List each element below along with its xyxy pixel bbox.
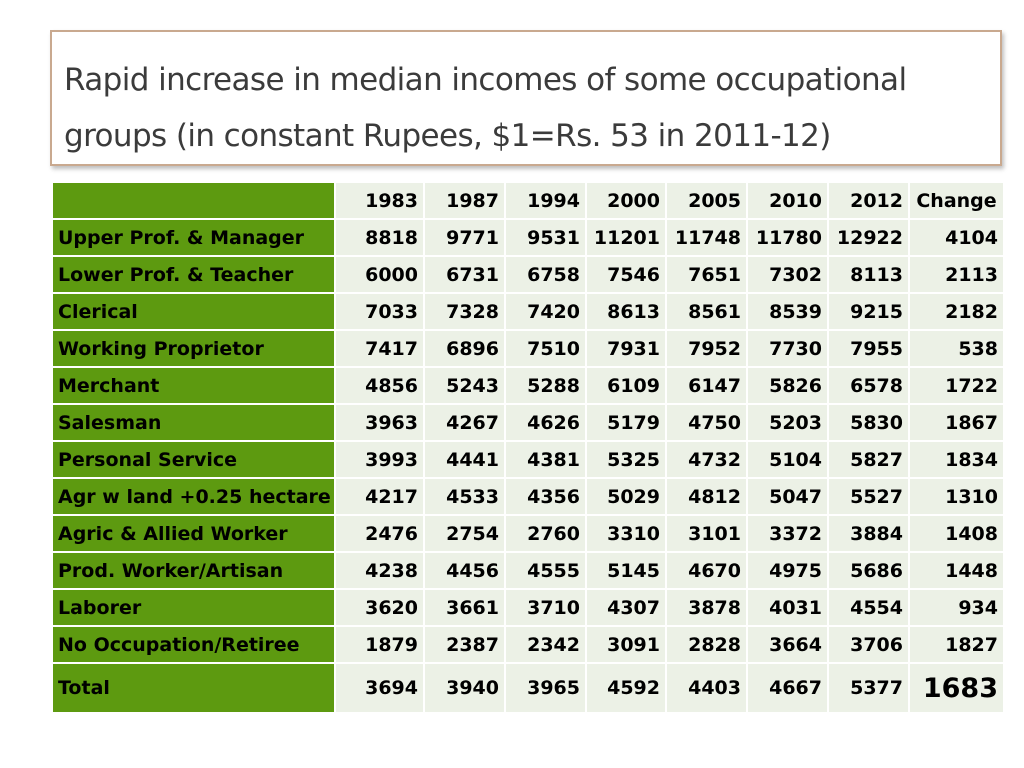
income-cell: 4238 [335,552,424,589]
change-cell: 1834 [909,441,1004,478]
change-cell: 538 [909,330,1004,367]
change-cell: 1408 [909,515,1004,552]
change-cell: 1683 [909,663,1004,713]
income-cell: 3664 [747,626,828,663]
income-cell: 6109 [586,367,666,404]
income-cell: 7328 [424,293,505,330]
table-row [52,404,1004,441]
income-cell: 7033 [335,293,424,330]
income-cell: 5827 [828,441,909,478]
income-cell: 9531 [505,219,586,256]
occupation-label: Prod. Worker/Artisan [52,552,335,589]
income-cell: 3620 [335,589,424,626]
income-cell: 9215 [828,293,909,330]
income-cell: 5104 [747,441,828,478]
income-cell: 8613 [586,293,666,330]
table-row [52,293,1004,330]
change-cell: 4104 [909,219,1004,256]
occupation-label: Total [52,663,335,713]
occupation-label: Laborer [52,589,335,626]
income-cell: 4812 [666,478,747,515]
income-cell: 4031 [747,589,828,626]
income-cell: 4267 [424,404,505,441]
income-cell: 7420 [505,293,586,330]
change-cell: 2182 [909,293,1004,330]
year-header: 2010 [747,182,828,219]
income-cell: 8113 [828,256,909,293]
occupation-label: Personal Service [52,441,335,478]
income-cell: 3091 [586,626,666,663]
income-cell: 4441 [424,441,505,478]
change-cell: 934 [909,589,1004,626]
income-cell: 3661 [424,589,505,626]
table-body [52,219,1004,713]
slide-title-line-1: Rapid increase in median incomes of some occupational [64,62,907,98]
occupation-label: Lower Prof. & Teacher [52,256,335,293]
income-cell: 2754 [424,515,505,552]
income-cell: 5325 [586,441,666,478]
income-cell: 5029 [586,478,666,515]
income-cell: 11780 [747,219,828,256]
income-cell: 4456 [424,552,505,589]
income-cell: 2387 [424,626,505,663]
table-row [52,552,1004,589]
income-cell: 4533 [424,478,505,515]
occupation-label: Salesman [52,404,335,441]
income-cell: 7302 [747,256,828,293]
income-cell: 3965 [505,663,586,713]
income-cell: 2342 [505,626,586,663]
income-cell: 4307 [586,589,666,626]
income-cell: 4592 [586,663,666,713]
income-cell: 7417 [335,330,424,367]
table-row [52,330,1004,367]
income-cell: 4356 [505,478,586,515]
income-cell: 8561 [666,293,747,330]
income-cell: 6896 [424,330,505,367]
year-header: 1983 [335,182,424,219]
change-cell: 1722 [909,367,1004,404]
income-cell: 5830 [828,404,909,441]
change-cell: 1310 [909,478,1004,515]
income-cell: 6000 [335,256,424,293]
income-cell: 4856 [335,367,424,404]
total-row [52,663,1004,713]
income-cell: 3878 [666,589,747,626]
table-row [52,626,1004,663]
slide-title-line-2: groups (in constant Rupees, $1=Rs. 53 in 2011-12) [64,118,831,154]
income-cell: 4626 [505,404,586,441]
income-cell: 2828 [666,626,747,663]
income-cell: 3940 [424,663,505,713]
income-cell: 9771 [424,219,505,256]
income-cell: 7546 [586,256,666,293]
slide-title [64,52,994,164]
income-cell: 3884 [828,515,909,552]
income-cell: 3993 [335,441,424,478]
occupation-label: Merchant [52,367,335,404]
occupation-label: Working Proprietor [52,330,335,367]
income-cell: 4732 [666,441,747,478]
table-row [52,367,1004,404]
change-header: Change [909,182,1004,219]
income-cell: 5047 [747,478,828,515]
table-row [52,441,1004,478]
income-cell: 3710 [505,589,586,626]
income-cell: 2476 [335,515,424,552]
income-cell: 8818 [335,219,424,256]
table-row [52,515,1004,552]
income-cell: 3694 [335,663,424,713]
income-cell: 5288 [505,367,586,404]
change-cell: 2113 [909,256,1004,293]
income-cell: 1879 [335,626,424,663]
income-table [51,181,1005,714]
income-cell: 4381 [505,441,586,478]
income-cell: 3101 [666,515,747,552]
income-cell: 6758 [505,256,586,293]
table-row [52,219,1004,256]
income-cell: 6578 [828,367,909,404]
occupation-label: Clerical [52,293,335,330]
year-header: 2012 [828,182,909,219]
income-cell: 5179 [586,404,666,441]
income-cell: 7952 [666,330,747,367]
table-row [52,478,1004,515]
income-cell: 3963 [335,404,424,441]
income-cell: 4975 [747,552,828,589]
year-header: 1994 [505,182,586,219]
income-cell: 4667 [747,663,828,713]
income-cell: 11748 [666,219,747,256]
income-cell: 4750 [666,404,747,441]
income-cell: 12922 [828,219,909,256]
income-cell: 6147 [666,367,747,404]
income-cell: 4403 [666,663,747,713]
income-cell: 5377 [828,663,909,713]
occupation-label: Upper Prof. & Manager [52,219,335,256]
income-cell: 5145 [586,552,666,589]
income-cell: 6731 [424,256,505,293]
change-cell: 1867 [909,404,1004,441]
income-cell: 3310 [586,515,666,552]
title-box [50,30,1002,166]
income-cell: 7510 [505,330,586,367]
income-cell: 8539 [747,293,828,330]
income-cell: 5686 [828,552,909,589]
occupation-label: Agr w land +0.25 hectare [52,478,335,515]
change-cell: 1827 [909,626,1004,663]
income-cell: 5826 [747,367,828,404]
income-cell: 4670 [666,552,747,589]
table-row [52,589,1004,626]
income-cell: 4555 [505,552,586,589]
occupation-label: No Occupation/Retiree [52,626,335,663]
income-cell: 11201 [586,219,666,256]
income-cell: 7651 [666,256,747,293]
year-header: 1987 [424,182,505,219]
occupation-label: Agric & Allied Worker [52,515,335,552]
income-cell: 5203 [747,404,828,441]
income-cell: 5527 [828,478,909,515]
year-header: 2000 [586,182,666,219]
header-row [52,182,1004,219]
table-row [52,256,1004,293]
year-header: 2005 [666,182,747,219]
income-cell: 4217 [335,478,424,515]
income-cell: 3372 [747,515,828,552]
income-cell: 3706 [828,626,909,663]
income-cell: 4554 [828,589,909,626]
change-cell: 1448 [909,552,1004,589]
income-cell: 7730 [747,330,828,367]
income-cell: 7955 [828,330,909,367]
income-cell: 2760 [505,515,586,552]
corner-cell [52,182,335,219]
income-cell: 5243 [424,367,505,404]
income-cell: 7931 [586,330,666,367]
